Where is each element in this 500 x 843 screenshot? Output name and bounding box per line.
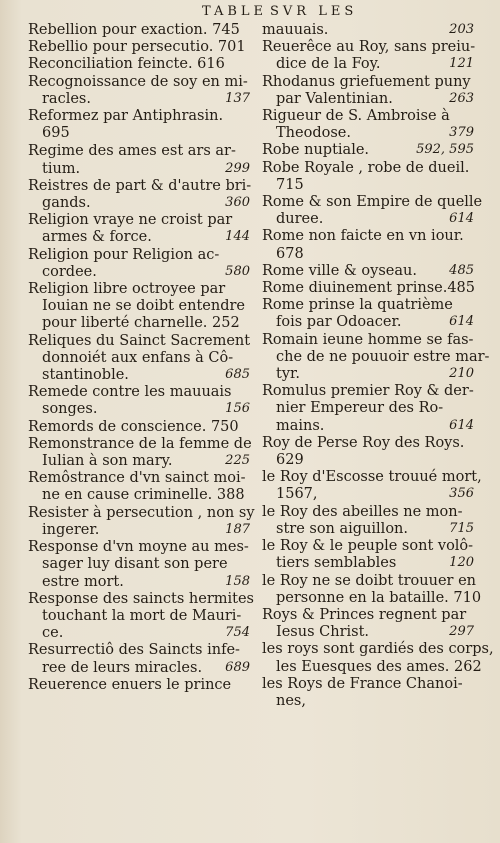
index-entry: [28, 436, 250, 470]
entry-line: racles.: [42, 90, 91, 107]
index-entry: [28, 539, 250, 591]
entry-line: les roys sont gardiés des corps,: [262, 641, 494, 658]
entry-line: 678: [276, 245, 304, 262]
index-entry: [262, 194, 483, 228]
entry-line: Rome & son Empire de quelle: [262, 194, 483, 211]
index-entry: [262, 538, 474, 572]
entry-line: Remords de conscience. 750: [28, 418, 239, 435]
index-entry: [262, 676, 474, 710]
entry-line: Iulian à son mary.: [42, 453, 173, 470]
entry-line: Rebellion pour exaction. 745: [28, 22, 240, 38]
entry-page-number: 580: [225, 263, 250, 279]
entry-line: cordee.: [42, 263, 97, 280]
entry-line: Remonstrance de la femme de: [28, 435, 252, 452]
index-entry: [28, 281, 250, 333]
index-entry: [28, 419, 250, 436]
entry-line: Theodose.: [276, 125, 351, 142]
entry-line: par Valentinian.: [276, 90, 393, 107]
entry-line: le Roy des abeilles ne mon-: [262, 503, 463, 520]
entry-line: Rome non faicte en vn iour.: [262, 228, 464, 245]
entry-line: Reliques du Sainct Sacrement: [28, 332, 251, 349]
index-entry: [262, 607, 474, 641]
index-entry: [262, 469, 482, 503]
entry-line: stre son aiguillon.: [276, 520, 409, 537]
index-entry: [262, 108, 474, 142]
index-entry: [28, 677, 250, 694]
entry-page-number: 144: [225, 229, 250, 245]
entry-line: Rome ville & oyseau.: [262, 262, 417, 279]
entry-line: Resister à persecution , non sy: [28, 504, 255, 521]
entry-line: Religion pour Religion ac-: [28, 246, 220, 263]
index-entry: [28, 247, 250, 281]
index-entry: [262, 22, 474, 39]
index-entry: [262, 504, 474, 538]
index-entry: [262, 641, 494, 675]
entry-line: Religion libre octroyee par: [28, 281, 226, 298]
index-entry: [262, 142, 474, 159]
entry-line: nier Empereur des Ro-: [276, 400, 444, 417]
entry-page-number: 685: [225, 367, 250, 383]
entry-line: le Roy d'Escosse trouué mort,: [262, 469, 482, 486]
entry-line: armes & force.: [42, 229, 152, 246]
entry-line: Response des saincts hermites: [28, 590, 254, 607]
entry-page-number: 689: [225, 659, 250, 675]
entry-line: touchant la mort de Mauri-: [42, 607, 242, 624]
entry-line: songes.: [42, 401, 98, 418]
index-entry: [262, 228, 474, 262]
entry-line: les Euesques des ames. 262: [276, 658, 482, 675]
index-entry: [28, 39, 250, 56]
index-column-left: [28, 22, 255, 694]
entry-page-number: 158: [225, 573, 250, 589]
index-entry: [262, 435, 474, 469]
index-entry: [262, 263, 474, 280]
entry-line: fois par Odoacer.: [276, 314, 402, 331]
entry-page-number: 156: [225, 401, 250, 417]
entry-line: 1567,: [276, 486, 318, 503]
entry-line: Reconciliation feincte. 616: [28, 56, 225, 73]
entry-line: Iouian ne se doibt entendre: [42, 298, 246, 315]
entry-page-number: 379: [449, 125, 474, 141]
entry-line: Resurrectiô des Saincts infe-: [28, 642, 240, 659]
header-left: TABLE: [202, 4, 268, 19]
entry-line: Rhodanus griefuement puny: [262, 73, 471, 90]
index-entry: [262, 331, 490, 384]
index-entry: [28, 470, 250, 504]
entry-line: Robe nuptiale.: [262, 142, 370, 159]
entry-line: Romulus premier Roy & der-: [262, 383, 474, 400]
entry-page-number: 485: [449, 262, 474, 278]
index-column-right: [262, 22, 494, 710]
entry-line: 715: [276, 176, 304, 193]
entry-line: tium.: [42, 160, 81, 177]
entry-line: personne en la bataille. 710: [276, 589, 482, 606]
entry-line: Reuerence enuers le prince: [28, 676, 232, 693]
entry-line: Remôstrance d'vn sainct moi-: [28, 470, 246, 487]
entry-page-number: 297: [449, 624, 474, 640]
index-entry: [262, 383, 474, 435]
entry-page-number: 592, 595: [416, 142, 474, 158]
entry-line: le Roy & le peuple sont volô-: [262, 538, 474, 555]
entry-page-number: 299: [225, 160, 250, 176]
index-entry: [28, 56, 250, 73]
entry-line: che de ne pouuoir estre mar-: [276, 348, 490, 365]
index-entry: [262, 39, 474, 73]
entry-line: pour liberté charnelle. 252: [42, 315, 240, 332]
index-entry: [28, 178, 250, 212]
entry-line: 629: [276, 452, 304, 469]
index-entry: [28, 212, 250, 246]
entry-line: Recognoissance de soy en mi-: [28, 73, 248, 90]
entry-line: mauuais.: [262, 22, 329, 38]
entry-page-number: 614: [449, 314, 474, 330]
entry-page-number: 356: [449, 486, 474, 502]
entry-line: duree.: [276, 211, 324, 228]
entry-page-number: 210: [449, 366, 474, 382]
entry-line: Rome diuinement prinse.485: [262, 280, 476, 297]
entry-line: Iesus Christ.: [276, 624, 370, 641]
entry-page-number: 263: [449, 90, 474, 106]
entry-line: Roy de Perse Roy des Roys.: [262, 434, 465, 451]
index-entry: [28, 22, 250, 39]
entry-line: donnoiét aux enfans à Cô-: [42, 349, 234, 366]
entry-line: Robe Royale , robe de dueil.: [262, 159, 470, 176]
index-entry: [28, 74, 250, 108]
entry-page-number: 121: [449, 56, 474, 72]
entry-line: Religion vraye ne croist par: [28, 212, 233, 229]
index-entry: [262, 572, 482, 607]
entry-page-number: 137: [225, 90, 250, 106]
entry-line: les Roys de France Chanoi-: [262, 675, 463, 692]
entry-line: Reistres de part & d'autre bri-: [28, 177, 252, 194]
index-entry: [262, 74, 474, 108]
index-entry: [28, 642, 250, 676]
entry-page-number: 614: [449, 211, 474, 227]
entry-line: Response d'vn moyne au mes-: [28, 539, 249, 556]
entry-line: Rigueur de S. Ambroise à: [262, 108, 450, 125]
entry-line: sager luy disant son pere: [42, 556, 228, 573]
entry-line: mains.: [276, 417, 325, 434]
entry-line: gands.: [42, 195, 91, 212]
entry-line: Regime des ames est ars ar-: [28, 143, 236, 160]
entry-line: dice de la Foy.: [276, 56, 381, 73]
entry-line: ingerer.: [42, 521, 100, 538]
index-entry: [28, 384, 250, 418]
entry-line: ree de leurs miracles.: [42, 659, 203, 676]
entry-line: stantinoble.: [42, 367, 129, 384]
entry-line: 695: [42, 125, 70, 142]
entry-page-number: 187: [225, 521, 250, 537]
entry-line: le Roy ne se doibt trouuer en: [262, 572, 477, 589]
index-entry: [28, 504, 255, 539]
entry-line: Reformez par Antiphrasin.: [28, 108, 224, 125]
entry-line: estre mort.: [42, 573, 124, 590]
entry-line: tiers semblables: [276, 555, 397, 572]
index-entry: [262, 297, 474, 331]
index-entry: [28, 333, 250, 385]
entry-page-number: 614: [449, 417, 474, 433]
entry-page-number: 225: [225, 453, 250, 469]
header-right: SVR LES: [270, 4, 358, 19]
entry-line: nes,: [276, 692, 306, 709]
entry-line: ne en cause criminelle. 388: [42, 487, 245, 504]
entry-line: ce.: [42, 625, 64, 642]
index-entry: [28, 590, 254, 643]
entry-page-number: 360: [225, 195, 250, 211]
entry-line: Rebellio pour persecutio. 701: [28, 39, 246, 56]
entry-page-number: 754: [225, 625, 250, 641]
entry-page-number: 203: [449, 22, 474, 37]
entry-line: Reuerêce au Roy, sans preiu-: [262, 39, 476, 56]
index-entry: [28, 108, 250, 142]
entry-line: tyr.: [276, 366, 300, 383]
entry-page-number: 715: [449, 520, 474, 536]
entry-page-number: 120: [449, 555, 474, 571]
index-entry: [28, 143, 250, 177]
entry-line: Romain ieune homme se fas-: [262, 331, 474, 348]
entry-line: Remede contre les mauuais: [28, 384, 232, 401]
index-entry: [262, 160, 474, 194]
entry-line: Roys & Princes regnent par: [262, 606, 467, 623]
index-entry: [262, 280, 474, 297]
entry-line: Rome prinse la quatrième: [262, 297, 453, 314]
